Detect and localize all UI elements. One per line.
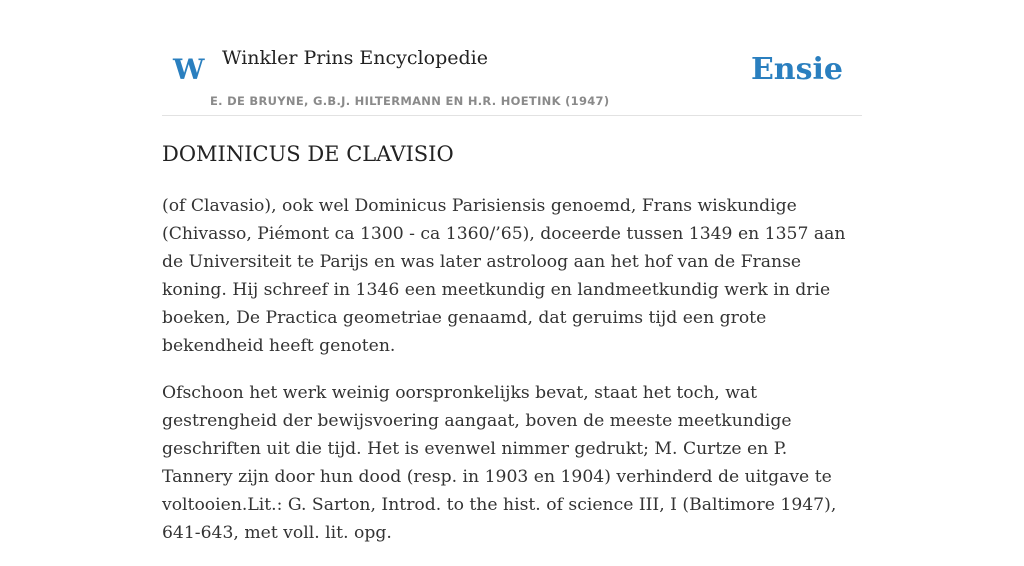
article-paragraph: Ofschoon het werk weinig oorspronkelijks bevat, staat het toch, wat gestrengheid der bewijsvoering aangaat, boven de meeste meetkundige geschriften uit die tijd. Het is evenwel nimmer gedrukt; M. Curtze en P. Tannery zijn door hun dood (resp. in 1903 en 1904) verhinderd de uitgave te voltooien.Lit.: G. Sarton, Introd. to the hist. of science III, I (Baltimore 1947), 641-643, met voll. lit. opg. bbox=[162, 383, 837, 543]
publication-title[interactable]: Winkler Prins Encyclopedie bbox=[222, 47, 488, 69]
article-paragraph: (of Clavasio), ook wel Dominicus Parisiensis genoemd, Frans wiskundige (Chivasso, Piémont ca 1300 - ca 1360/’65), doceerde tussen 1349 en 1357 aan de Universiteit te Parijs en was later astroloog aan het hof van de Franse koning. Hij schreef in 1346 een meetkundig en landmeetkundig werk in drie boeken, De Practica geometriae genaamd, dat geruims tijd een grote bekendheid heeft genoten. bbox=[162, 196, 846, 356]
wp-logo-icon[interactable]: W bbox=[173, 53, 205, 86]
page bbox=[162, 0, 862, 543]
article-body bbox=[162, 192, 862, 566]
publication-authors: E. DE BRUYNE, G.B.J. HILTERMANN EN H.R. HOETINK (1947) bbox=[210, 94, 610, 108]
source-header bbox=[162, 0, 862, 116]
ensie-logo[interactable]: Ensie bbox=[750, 52, 843, 87]
entry-title: DOMINICUS DE CLAVISIO bbox=[162, 142, 454, 166]
